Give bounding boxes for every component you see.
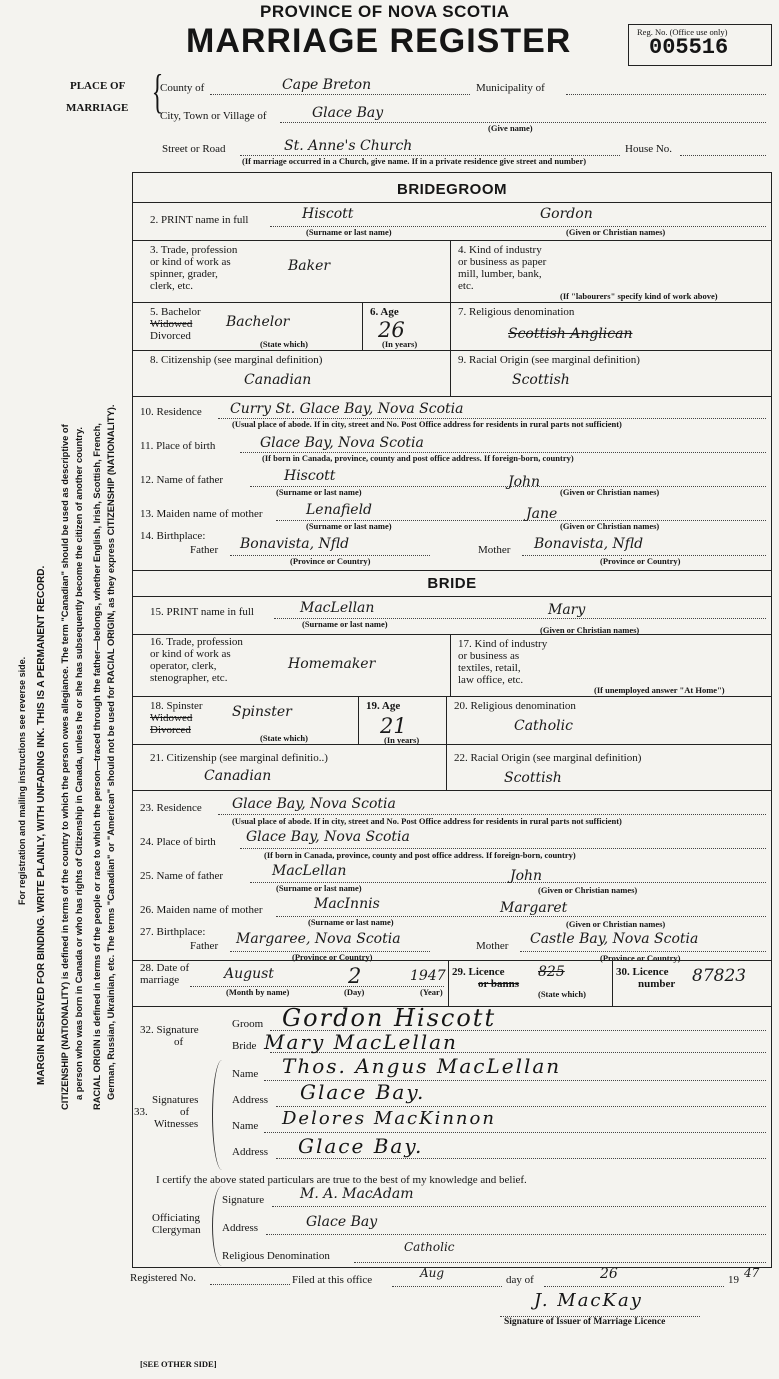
bride-industry-note: (If unemployed answer "At Home") [594,685,725,695]
groom-birth-note: (If born in Canada, province, county and post office address. If foreign-born, country) [262,453,574,463]
label-33-title: Signatures of Witnesses [152,1094,199,1130]
clergy-religion: Catholic [404,1240,455,1254]
bride-residence: Glace Bay, Nova Scotia [232,796,396,812]
page-title: MARRIAGE REGISTER [186,22,572,60]
clergy-address: Glace Bay [306,1214,378,1230]
clergy-signature-word: Signature [222,1194,265,1206]
licence-state-caption: (State which) [538,989,586,999]
groom-in-years: (In years) [382,339,418,349]
county-value: Cape Breton [282,77,372,93]
groom-mother-surname: Lenafield [306,502,373,518]
bride-mother-given: Margaret [500,900,568,916]
witness-2-name: Delores MacKinnon [282,1108,496,1129]
groom-racial-label: 9. Racial Origin (see marginal definition) [458,354,640,366]
groom-birth-label: 11. Place of birth [140,440,216,452]
bride-residence-label: 23. Residence [140,802,202,814]
bride-age-label: 19. Age [366,700,401,712]
bride-surname-caption: (Surname or last name) [302,619,388,629]
w1-address-word: Address [232,1094,269,1106]
margin-note-racial-1: RACIAL ORIGIN is defined in terms of the people or race to which the person—traced through the father—belongs, whether English, Irish, Scottish, French, [92,423,102,1110]
groom-residence-note: (Usual place of abode. If in city, street and No. Post Office address for residents in rural parts not sufficient) [232,419,622,429]
street-value: St. Anne's Church [284,138,413,154]
reg-no-box [628,24,772,66]
groom-religion: Scottish Anglican [508,326,633,342]
bride-trade-label: 16. Trade, profession or kind of work as operator, clerk, stenographer, etc. [150,636,243,684]
day-caption: (Day) [344,987,365,997]
bride-religion: Catholic [514,718,573,734]
bride-citizenship-label: 21. Citizenship (see marginal definitio..) [150,752,328,764]
province-heading: PROVINCE OF NOVA SCOTIA [260,2,510,21]
groom-father-label: 12. Name of father [140,474,224,486]
groom-citizenship: Canadian [244,372,312,388]
bride-citizenship: Canadian [204,768,272,784]
year-caption: (Year) [420,987,443,997]
groom-father-birthplace: Bonavista, Nfld [240,536,350,552]
groom-age-label: 6. Age [370,306,399,318]
margin-note-citizenship-2: a person who was born in Canada or who has rights of Citizenship in Canada, unless he or she has subsequently become the citizen of another country. [74,427,84,1100]
witness-1-address: Glace Bay. [300,1080,426,1104]
marriage-year: 1947 [410,968,446,984]
given-caption-4: (Given or Christian names) [566,919,666,929]
bride-state-which: (State which) [260,733,308,743]
licence-banns: or banns [478,978,520,990]
bride-in-years: (In years) [384,735,420,745]
licence-number-label: 30. Licence number [616,966,676,990]
prov-caption-3: (Province or Country) [292,952,373,962]
witness-brace [212,1060,232,1170]
surname-caption-2: (Surname or last name) [306,521,392,531]
filed-label: Filed at this office [292,1274,373,1286]
w2-address-word: Address [232,1146,269,1158]
bride-mother-label: 26. Maiden name of mother [140,904,263,916]
groom-industry-label: 4. Kind of industry or business as paper mill, lumber, bank, etc. [458,244,547,292]
groom-trade-label: 3. Trade, profession or kind of work as spinner, grader, clerk, etc. [150,244,238,292]
groom-status: Bachelor [226,314,290,330]
groom-trade: Baker [288,258,331,274]
licence-label: 29. Licence [452,966,505,978]
street-note: (If marriage occurred in a Church, give name. If in a private residence give street and number) [242,156,587,166]
groom-given-caption: (Given or Christian names) [566,227,666,237]
bride-residence-note: (Usual place of abode. If in city, street and No. Post Office address for residents in rural parts not sufficient) [232,816,622,826]
surname-caption-1: (Surname or last name) [276,487,362,497]
witness-2-address: Glace Bay. [298,1134,424,1158]
house-no-label: House No. [625,143,673,155]
given-caption-3: (Given or Christian names) [538,885,638,895]
issuer-caption: Signature of Issuer of Marriage Licence [504,1317,666,1327]
bride-heading: BRIDE [427,575,477,592]
bride-father-word: Father [190,940,219,952]
bride-father-birthplace: Margaree, Nova Scotia [236,931,401,947]
clergy-signature: M. A. MacAdam [300,1186,414,1202]
margin-note-citizenship-1: CITIZENSHIP (NATIONALITY) is defined in terms of the country to which the person owes allegiance. The term "Canadian" should be used as descriptive of [60,424,70,1110]
day-value: 26 [600,1266,618,1282]
certify-statement: I certify the above stated particulars are true to the best of my knowledge and belief. [156,1174,527,1186]
groom-surname-caption: (Surname or last name) [306,227,392,237]
reg-no-value: 005516 [649,35,729,60]
prov-caption-2: (Province or Country) [600,556,681,566]
bride-father-given: John [510,868,543,884]
bride-racial-label: 22. Racial Origin (see marginal definition) [454,752,642,764]
bride-given-caption: (Given or Christian names) [540,625,640,635]
year-value: 47 [744,1266,760,1280]
filed-value: Aug [420,1266,445,1280]
bride-surname: MacLellan [300,600,375,616]
bridegroom-heading: BRIDEGROOM [397,181,507,198]
groom-residence: Curry St. Glace Bay, Nova Scotia [230,401,464,417]
label-33-number: 33. [134,1106,148,1118]
licence-number: 87823 [692,966,747,986]
groom-surname: Hiscott [302,206,354,222]
city-label: City, Town or Village of [160,110,267,122]
margin-note-binding: MARGIN RESERVED FOR BINDING. WRITE PLAINLY, WITH UNFADING INK. THIS IS A PERMANENT RECORD. [36,565,47,1085]
groom-father-word: Father [190,544,219,556]
bride-name-label: 15. PRINT name in full [150,606,254,618]
bride-mother-word: Mother [476,940,509,952]
place-of-label: PLACE OF [70,80,126,92]
groom-father-surname: Hiscott [284,468,336,484]
groom-racial: Scottish [512,372,570,388]
witness-1-name: Thos. Angus MacLellan [282,1054,562,1078]
give-name-caption: (Give name) [488,123,533,133]
groom-given: Gordon [540,206,593,222]
groom-signature: Gordon Hiscott [282,1004,497,1032]
brace: { [151,65,164,118]
groom-residence-label: 10. Residence [140,406,202,418]
margin-note-instructions: For registration and mailing instructions see reverse side. [17,656,27,905]
bride-birth-label: 24. Place of birth [140,836,216,848]
groom-birthplace-label: 14. Birthplace: [140,530,206,542]
groom-name-label: 2. PRINT name in full [150,214,249,226]
groom-mother-label: 13. Maiden name of mother [140,508,263,520]
groom-industry-note: (If "labourers" specify kind of work above) [560,291,718,301]
w1-name-word: Name [232,1068,259,1080]
groom-status-label: 5. Bachelor Widowed Divorced [150,306,201,342]
bride-word: Bride [232,1040,257,1052]
bride-birth-note: (If born in Canada, province, county and post office address. If foreign-born, country) [264,850,576,860]
bride-given: Mary [548,602,586,618]
bride-trade: Homemaker [288,656,376,672]
municipality-label: Municipality of [476,82,545,94]
bride-status-label: 18. Spinster Widowed Divorced [150,700,203,736]
marriage-day: 2 [348,964,362,988]
groom-father-given: John [508,474,541,490]
reg-no-label: Reg. No. (Office use only) [637,27,728,37]
groom-mother-given: Jane [526,506,558,522]
bride-father-surname: MacLellan [272,863,347,879]
bride-racial: Scottish [504,770,562,786]
month-caption: (Month by name) [226,987,290,997]
city-value: Glace Bay [312,105,384,121]
year-prefix: 19 [728,1274,739,1286]
marriage-label: MARRIAGE [66,102,129,114]
day-of-label: day of [506,1274,534,1286]
bride-signature: Mary MacLellan [264,1030,458,1054]
bride-birth: Glace Bay, Nova Scotia [246,829,410,845]
bride-industry-label: 17. Kind of industry or business as textiles, retail, law office, etc. [458,638,548,686]
margin-note-racial-2: German, Russian, Ukrainian, etc. The terms "Canadian" or "American" should not be used for RACIAL ORIGIN, as they express CITIZENSHIP (NATIONALITY). [106,404,116,1100]
bride-religion-label: 20. Religious denomination [454,700,576,712]
clergy-address-word: Address [222,1222,259,1234]
w2-name-word: Name [232,1120,259,1132]
county-label: County of [160,82,205,94]
clergy-label: Officiating Clergyman [152,1212,201,1236]
prov-caption-4: (Province or Country) [600,953,681,963]
bride-status: Spinster [232,704,292,720]
registered-no-label: Registered No. [130,1272,196,1284]
groom-mother-word: Mother [478,544,511,556]
date-label: 28. Date of marriage [140,962,190,986]
marriage-month: August [224,966,274,982]
groom-word: Groom [232,1018,264,1030]
bride-father-label: 25. Name of father [140,870,224,882]
see-other-side: [SEE OTHER SIDE] [140,1359,217,1369]
groom-mother-birthplace: Bonavista, Nfld [534,536,644,552]
street-label: Street or Road [162,143,226,155]
groom-birth: Glace Bay, Nova Scotia [260,435,424,451]
bride-age: 21 [380,714,407,738]
groom-religion-label: 7. Religious denomination [458,306,575,318]
given-caption-1: (Given or Christian names) [560,487,660,497]
groom-state-which: (State which) [260,339,308,349]
prov-caption-1: (Province or Country) [290,556,371,566]
bride-birthplace-label: 27. Birthplace: [140,926,206,938]
bride-mother-birthplace: Castle Bay, Nova Scotia [530,931,699,947]
bride-mother-surname: MacInnis [314,896,380,912]
licence-state: 825 [538,964,565,980]
given-caption-2: (Given or Christian names) [560,521,660,531]
groom-citizenship-label: 8. Citizenship (see marginal definition) [150,354,323,366]
surname-caption-4: (Surname or last name) [308,917,394,927]
clergy-religion-word: Religious Denomination [222,1250,330,1262]
label-32: 32. Signature of [140,1024,199,1048]
groom-age: 26 [378,318,405,342]
surname-caption-3: (Surname or last name) [276,883,362,893]
issuer-signature: J. MacKay [534,1290,643,1311]
